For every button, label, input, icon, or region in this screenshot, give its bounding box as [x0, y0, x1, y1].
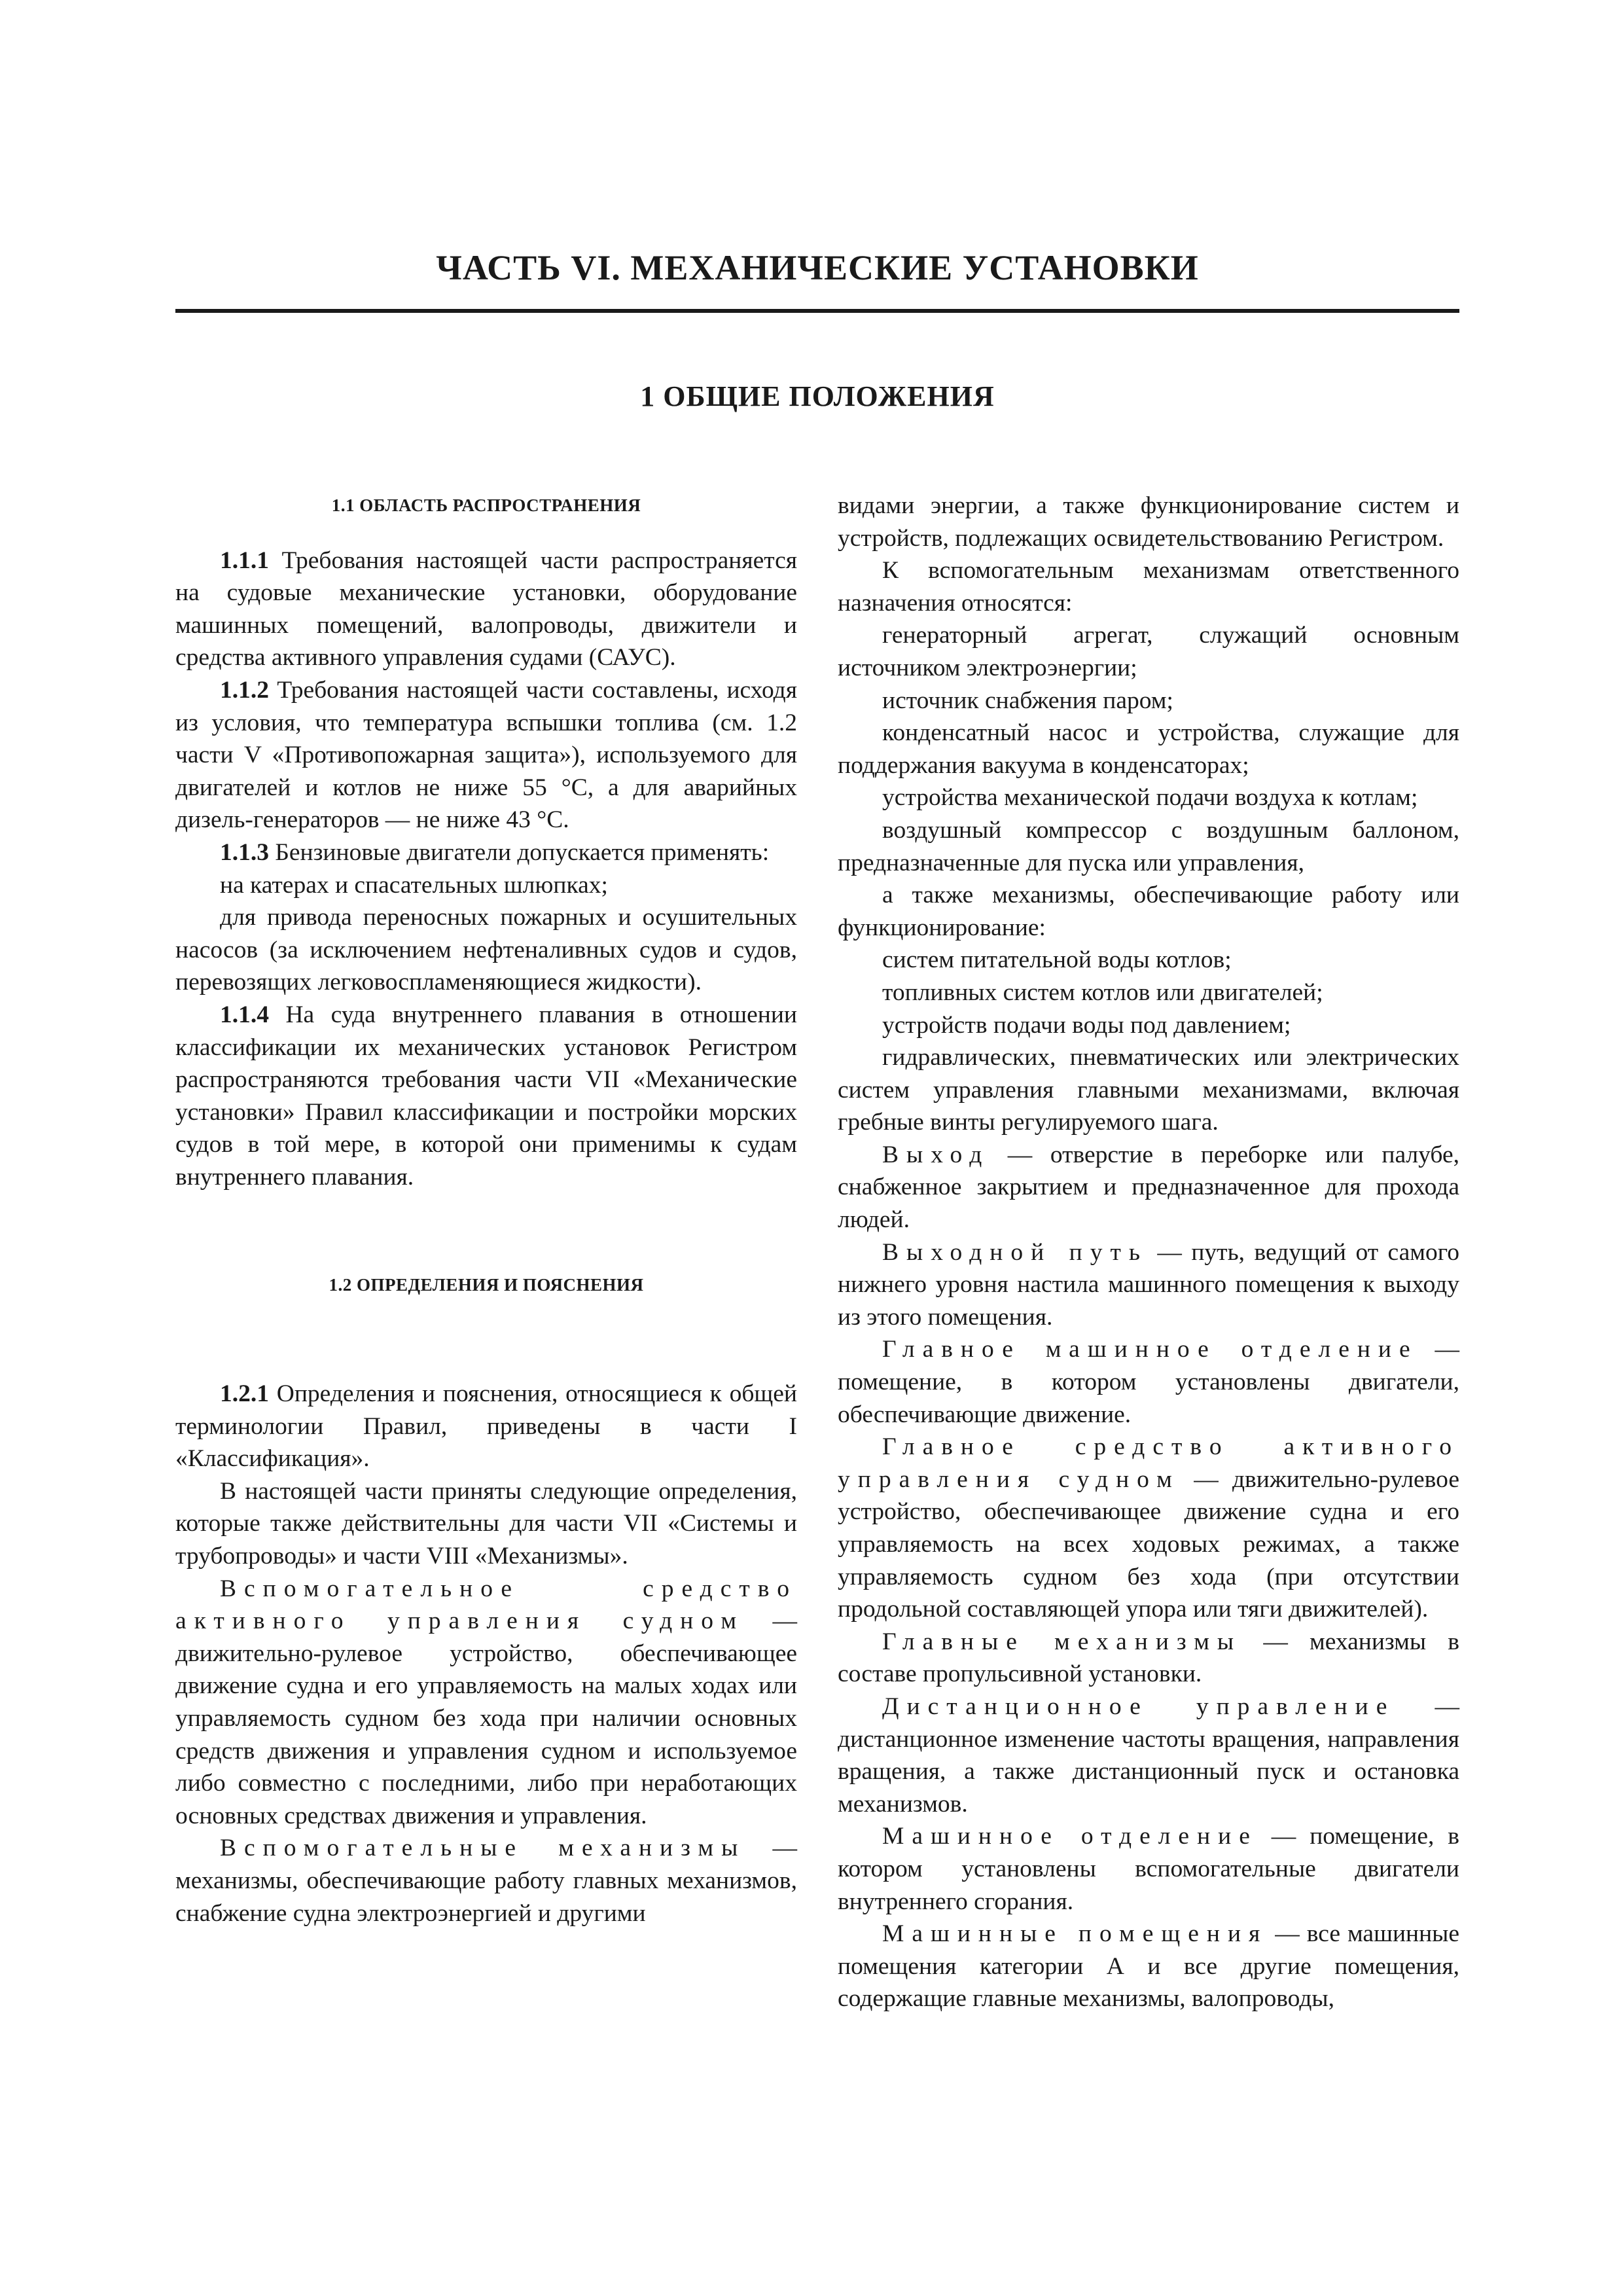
- definition-term: Вспомогательное средство активного управления судном: [175, 1575, 797, 1635]
- paragraph-1-1-4: [175, 999, 797, 1194]
- definition: [838, 1626, 1459, 1691]
- clause-text: Требования настоящей части распространяется на судовые механические установки, оборудование машинных помещений, валопроводы, движители и средства активного управления судами (САУС).: [175, 547, 797, 672]
- definition-term: Главное машинное отделение: [882, 1336, 1418, 1363]
- list-item: устройства механической подачи воздуха к котлам;: [882, 784, 1418, 812]
- definition-text: — помещение, в котором установлены двигатели, обеспечивающие движение.: [838, 1336, 1459, 1428]
- paragraph: В настоящей части приняты следующие определения, которые также действительны для части VII «Системы и трубопроводы» и части VIII «Механизмы».: [175, 1477, 797, 1570]
- clause-number: 1.1.2: [220, 676, 269, 704]
- definition-text: — механизмы в составе пропульсивной установки.: [838, 1628, 1459, 1688]
- paragraph: К вспомогательным механизмам ответственного назначения относятся:: [838, 557, 1459, 617]
- clause-number: 1.1.1: [220, 547, 269, 574]
- list-item: генераторный агрегат, служащий основным источником электроэнергии;: [838, 622, 1459, 681]
- definition-text: — движительно-рулевое устройство, обеспечивающее движение судна и его управляемость на малых ходах или управляемость судном без хода при наличии основных средств движения и управления судном и используемое либо совместно с последними, либо при неработающих основных средствах движения и управления.: [175, 1607, 798, 1829]
- clause-number: 1.1.4: [220, 1001, 269, 1028]
- definition: [175, 1573, 797, 1833]
- definition: [838, 1918, 1459, 2015]
- definition-term: Машинные помещения: [882, 1920, 1268, 1948]
- list-item: воздушный компрессор с воздушным баллоном, предназначенные для пуска или управления,: [838, 816, 1459, 876]
- definition-term: Дистанционное управление: [882, 1693, 1395, 1720]
- definition: [838, 1139, 1459, 1236]
- clause-text: Бензиновые двигатели допускается применять:: [269, 838, 770, 866]
- clause-text: На суда внутреннего плавания в отношении классификации их механических установок Регистром распространяются требования части VII «Механические установки» Правил классификации и постройки морских судов в той мере, в которой они применимы к судам внутреннего плавания.: [175, 1001, 797, 1191]
- definition-text: — отверстие в переборке или палубе, снабженное закрытием и предназначенное для прохода людей.: [838, 1141, 1459, 1234]
- paragraph-1-1-2: [175, 674, 797, 836]
- clause-text: Определения и пояснения, относящиеся к общей терминологии Правил, приведены в части I «Классификация».: [175, 1380, 797, 1473]
- definition-text: — помещение, в котором установлены вспомогательные двигатели внутреннего сгорания.: [838, 1823, 1459, 1915]
- list-item: для привода переносных пожарных и осушительных насосов (за исключением нефтеналивных судов и судов, перевозящих легковоспламеняющиеся жидкости).: [175, 904, 797, 996]
- list-item: топливных систем котлов или двигателей;: [882, 978, 1323, 1006]
- title-divider: [175, 309, 1459, 313]
- list-item: устройств подачи воды под давлением;: [882, 1011, 1291, 1039]
- definition: [175, 1832, 797, 1929]
- page-title: ЧАСТЬ VI. МЕХАНИЧЕСКИЕ УСТАНОВКИ: [436, 248, 1199, 287]
- paragraph: видами энергии, а также функционирование систем и устройств, подлежащих освидетельствованию Регистром.: [838, 492, 1459, 552]
- paragraph-1-1-1: [175, 545, 797, 674]
- paragraph-1-2-1: [175, 1378, 797, 1475]
- definition-text: — путь, ведущий от самого нижнего уровня настила машинного помещения к выходу из этого помещения.: [838, 1238, 1459, 1331]
- subsection-heading-1-1: 1.1 ОБЛАСТЬ РАСПРОСТРАНЕНИЯ: [331, 495, 641, 515]
- clause-number: 1.1.3: [220, 838, 269, 866]
- definition: [838, 1431, 1459, 1626]
- definition-text: — дистанционное изменение частоты вращения, направления вращения, а также дистанционный пуск и остановка механизмов.: [838, 1693, 1460, 1818]
- definition-term: Выходной путь: [882, 1238, 1148, 1266]
- section-title: 1 ОБЩИЕ ПОЛОЖЕНИЯ: [640, 380, 995, 412]
- definition-text: — движительно-рулевое устройство, обеспечивающее движение судна и его управляемость на всех ходовых режимах, а также управляемость судном без хода (при отсутствии продольной составляющей упора или тяги движителей).: [838, 1465, 1459, 1623]
- clause-number: 1.2.1: [220, 1380, 269, 1408]
- right-column: [838, 490, 1459, 2015]
- definition: [838, 1820, 1459, 1918]
- definition-term: Выход: [882, 1141, 990, 1168]
- clause-text: Требования настоящей части составлены, исходя из условия, что температура вспышки топлива (см. 1.2 части V «Противопожарная защита»), используемого для двигателей и котлов не ниже 55 °С, а для аварийных дизель-генераторов — не ниже 43 °С.: [175, 676, 797, 834]
- definition: [838, 1333, 1459, 1431]
- definition-term: Вспомогательные механизмы: [220, 1835, 746, 1862]
- list-item: а также механизмы, обеспечивающие работу или функционирование:: [838, 882, 1459, 941]
- definition: [838, 1691, 1459, 1820]
- definition-term: Главное средство активного управления судном: [838, 1433, 1459, 1493]
- list-item: конденсатный насос и устройства, служащие для поддержания вакуума в конденсаторах;: [838, 719, 1459, 779]
- paragraph-1-1-3: [175, 836, 797, 869]
- definition-text: — механизмы, обеспечивающие работу главных механизмов, снабжение судна электроэнергией и другими: [175, 1835, 797, 1927]
- list-item: систем питательной воды котлов;: [882, 946, 1232, 974]
- definition-term: Машинное отделение: [882, 1823, 1258, 1850]
- definition-text: — все машинные помещения категории А и все другие помещения, содержащие главные механизмы, валопроводы,: [838, 1920, 1459, 2013]
- definition-term: Главные механизмы: [882, 1628, 1242, 1655]
- subsection-heading-1-2: 1.2 ОПРЕДЕЛЕНИЯ И ПОЯСНЕНИЯ: [329, 1275, 644, 1295]
- left-column: [175, 490, 797, 1929]
- definition: [838, 1236, 1459, 1334]
- list-item: источник снабжения паром;: [882, 687, 1173, 714]
- list-item: на катерах и спасательных шлюпках;: [220, 871, 608, 899]
- list-item: гидравлических, пневматических или электрических систем управления главными механизмами, включая гребные винты регулируемого шага.: [838, 1044, 1459, 1136]
